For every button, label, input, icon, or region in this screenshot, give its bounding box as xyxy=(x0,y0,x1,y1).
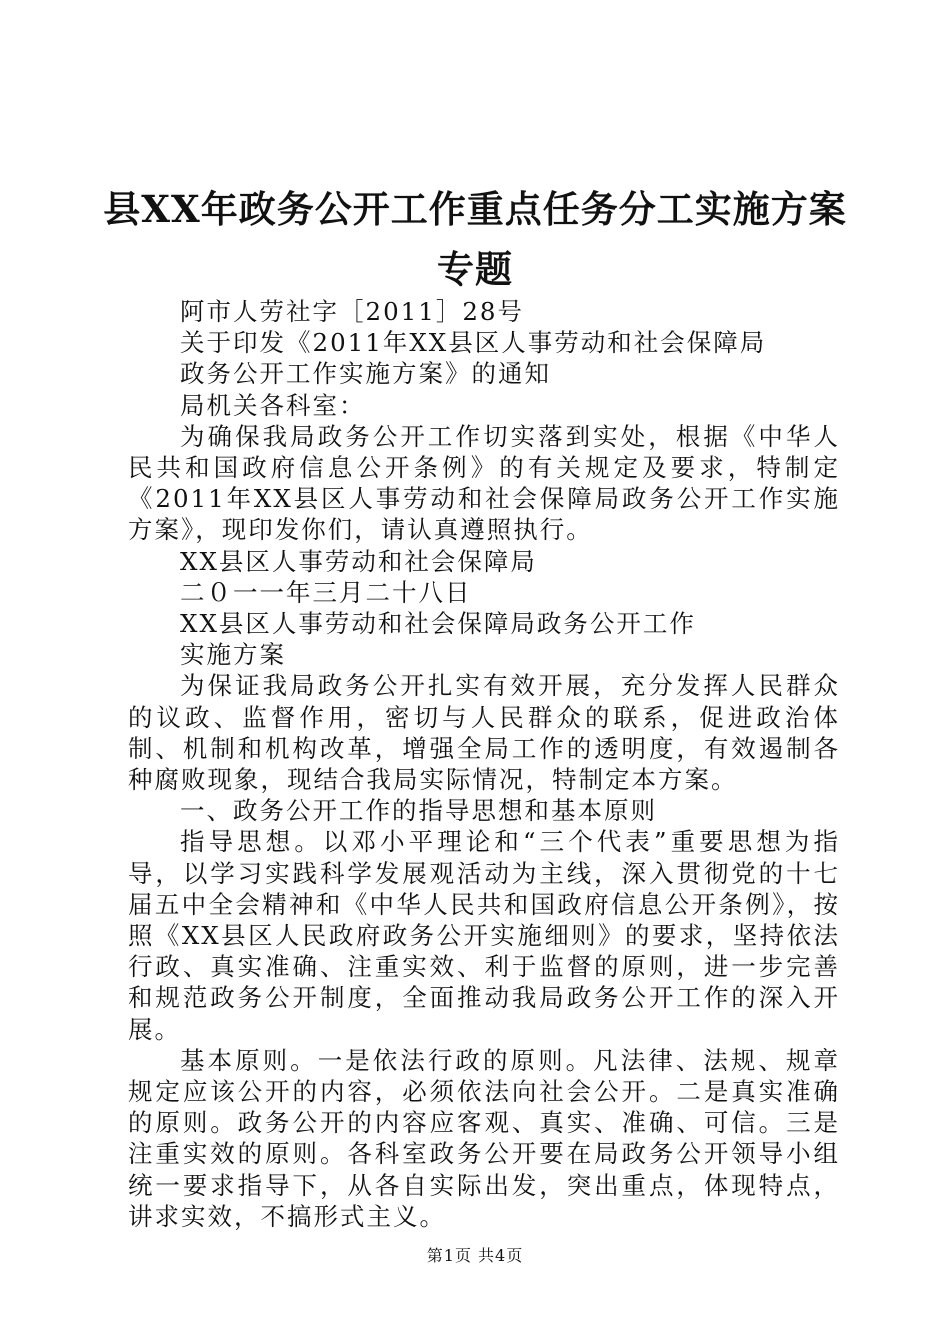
paragraph-purpose: 为保证我局政务公开扎实有效开展，充分发挥人民群众的议政、监督作用，密切与人民群众的联系，促进政治体制、机制和机构改革，增强全局工作的透明度，有效遏制各种腐败现象，现结合我局实际情况，特制定本方案。 xyxy=(128,671,840,795)
document-title-line1: 县XX年政务公开工作重点任务分工实施方案 xyxy=(103,187,847,231)
notice-title-line1: 关于印发《2011年XX县区人事劳动和社会保障局 xyxy=(180,328,767,358)
document-title-line2: 专题 xyxy=(437,247,513,291)
document-body xyxy=(128,296,840,1232)
paragraph-guiding-thought: 指导思想。以邓小平理论和“三个代表”重要思想为指导，以学习实践科学发展观活动为主线，深入贯彻党的十七届五中全会精神和《中华人民共和国政府信息公开条例》，按照《XX县区人民政府政务公开实施细则》的要求，坚持依法行政、真实准确、注重实效、利于监督的原则，进一步完善和规范政务公开制度，全面推动我局政务公开工作的深入开展。 xyxy=(128,827,840,1044)
doc-number: 阿市人劳社字［2011］28号 xyxy=(180,297,525,326)
signature-date: 二０一一年三月二十八日 xyxy=(180,577,472,607)
notice-title-line2: 政务公开工作实施方案》的通知 xyxy=(180,359,551,389)
paragraph-basic-principles: 基本原则。一是依法行政的原则。凡法律、法规、规章规定应该公开的内容，必须依法向社会公开。二是真实准确的原则。政务公开的内容应客观、真实、准确、可信。三是注重实效的原则。各科室政务公开要在局政务公开领导小组统一要求指导下，从各自实际出发，突出重点，体现特点，讲求实效，不搞形式主义。 xyxy=(128,1045,840,1231)
signature-org: XX县区人事劳动和社会保障局 xyxy=(180,546,537,576)
section1-heading: 一、政务公开工作的指导思想和基本原则 xyxy=(180,796,657,826)
page-footer: 第1页 共4页 xyxy=(426,1246,524,1265)
plan-title-line1: XX县区人事劳动和社会保障局政务公开工作 xyxy=(180,609,696,639)
recipient: 局机关各科室： xyxy=(180,390,366,420)
paragraph-intro: 为确保我局政务公开工作切实落到实处，根据《中华人民共和国政府信息公开条例》的有关规定及要求，特制定《2011年XX县区人事劳动和社会保障局政务公开工作实施方案》，现印发你们，请认真遵照执行。 xyxy=(128,421,840,545)
plan-title-line2: 实施方案 xyxy=(180,640,286,670)
